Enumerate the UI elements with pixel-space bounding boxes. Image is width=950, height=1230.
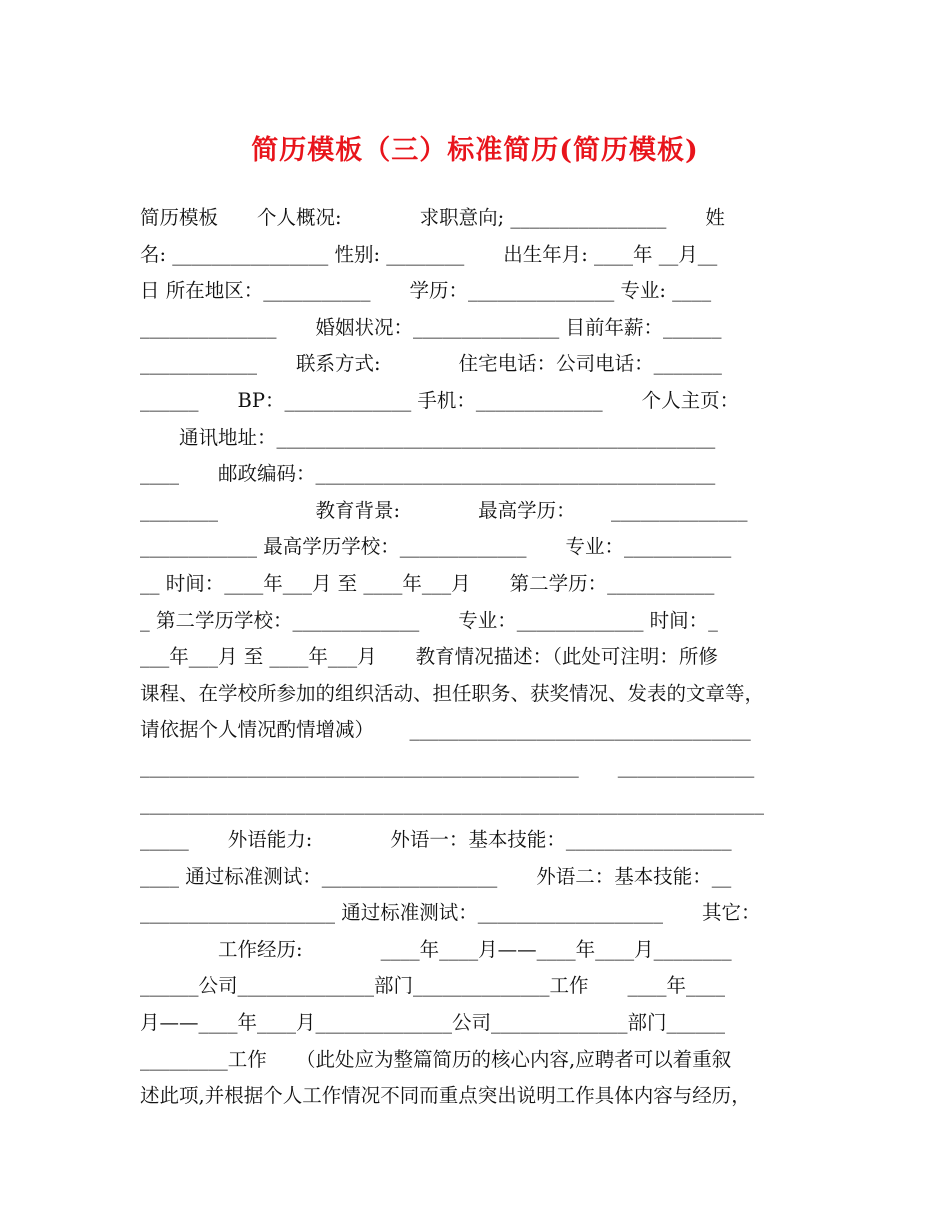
- text-line: __ 时间：____年___月 至 ____年___月 第二学历：___________: [140, 571, 715, 595]
- text-line: ___年___月 至 ____年___月 教育情况描述：（此处可注明：所修: [140, 645, 718, 669]
- resume-body: [140, 200, 815, 1115]
- text-line: 工作经历: ____年____月——____年____月________: [140, 937, 732, 961]
- text-line: _____ 外语能力: 外语一：基本技能：_________________: [140, 828, 732, 852]
- text-line: ______ BP：_____________ 手机：_____________ 个人主页：: [140, 388, 740, 412]
- text-line: 月——____年____月______________公司______________部门______: [140, 1011, 725, 1035]
- text-line: 简历模板 个人概况: 求职意向; ________________ 姓: [140, 206, 725, 229]
- text-line: ________ 教育背景: 最高学历： ______________: [140, 498, 748, 522]
- text-line: ______公司______________部门______________工作 ____年____: [140, 974, 726, 998]
- text-line: _____________________________________________ ______________: [140, 754, 755, 778]
- text-line: ____________________ 通过标准测试：___________________ 其它：: [140, 901, 761, 925]
- text-line: _ 第二学历学校：_____________ 专业：_____________ 时间：_: [140, 608, 718, 632]
- text-line: ____________ 联系方式: 住宅电话：公司电话：_______: [140, 352, 722, 376]
- text-line: 请依据个人情况酌情增减） ___________________________________: [140, 718, 751, 742]
- text-line: 通讯地址：_____________________________________________: [140, 425, 716, 449]
- document-title: 简历模板（三）标准简历(简历模板): [251, 135, 699, 166]
- text-line: _________工作 （此处应为整篇简历的核心内容,应聘者可以着重叙: [140, 1047, 732, 1071]
- text-line: 课程、在学校所参加的组织活动、担任职务、获奖情况、发表的文章等，: [140, 681, 765, 705]
- text-line: 名: ________________ 性别: ________ 出生年月: ____年 __月__: [140, 242, 718, 266]
- text-line: ______________ 婚姻状况：_______________ 目前年薪：______: [140, 315, 722, 339]
- text-line: ____ 邮政编码：_________________________________________: [140, 462, 716, 486]
- text-line: 述此项,并根据个人工作情况不同而重点突出说明工作具体内容与经历，: [140, 1084, 751, 1108]
- text-line: ________________________________________________________________: [140, 791, 764, 815]
- text-line: ____________ 最高学历学校：_____________ 专业：___________: [140, 535, 732, 559]
- text-line: 日 所在地区：___________ 学历：_______________ 专业: ____: [140, 279, 712, 303]
- text-line: ____ 通过标准测试：__________________ 外语二：基本技能：__: [140, 864, 732, 888]
